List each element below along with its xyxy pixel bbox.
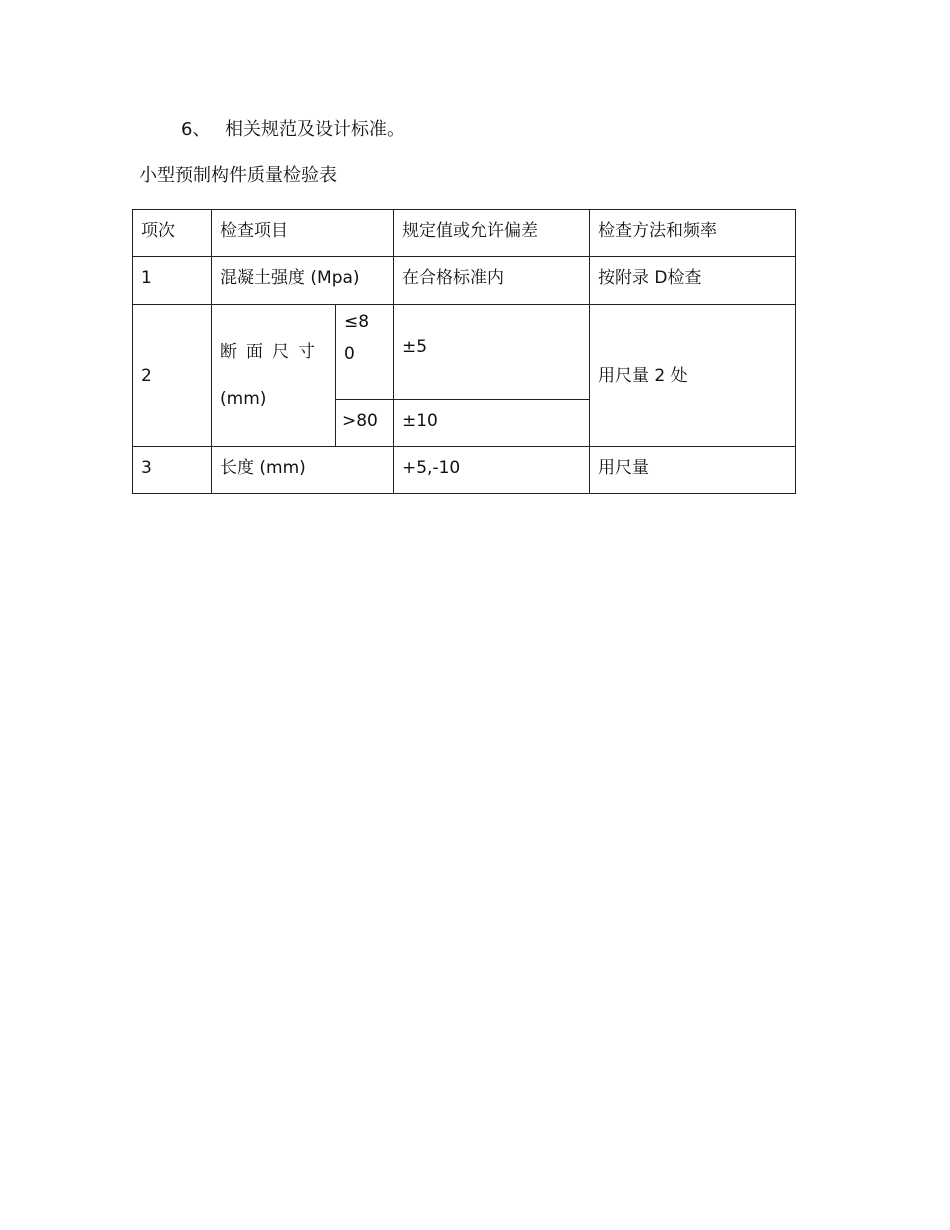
row3-index: 3 [133, 447, 212, 494]
row2-sub1-spec: ±5 [394, 305, 590, 400]
section-heading [181, 118, 405, 142]
row2-index: 2 [133, 305, 212, 447]
row1-index: 1 [133, 257, 212, 305]
row2-sub1-cond-line2: 0 [344, 344, 355, 364]
header-item: 检查项目 [212, 210, 394, 257]
table-header-row [133, 210, 796, 257]
row2-sub1-cond [336, 305, 394, 400]
table-row [133, 447, 796, 494]
header-index: 项次 [133, 210, 212, 257]
row2-sub2-cond: >80 [336, 400, 394, 447]
table-caption: 小型预制构件质量检验表 [139, 165, 337, 186]
table-row [133, 305, 796, 400]
row1-spec: 在合格标准内 [394, 257, 590, 305]
row2-sub1-cond-line1: ≤8 [344, 312, 370, 332]
section-title: 相关规范及设计标准。 [225, 119, 405, 140]
row1-item: 混凝土强度 (Mpa) [212, 257, 394, 305]
row2-item-line1: 断面尺寸 [220, 341, 324, 362]
row2-method: 用尺量 2 处 [590, 305, 796, 447]
row3-item: 长度 (mm) [212, 447, 394, 494]
row2-sub2-spec: ±10 [394, 400, 590, 447]
row2-item-line2: (mm) [220, 388, 267, 409]
header-spec: 规定值或允许偏差 [394, 210, 590, 257]
quality-inspection-table [132, 209, 796, 494]
row2-item [212, 305, 336, 447]
row3-method: 用尺量 [590, 447, 796, 494]
row3-spec: +5,-10 [394, 447, 590, 494]
table-row [133, 257, 796, 305]
row1-method: 按附录 D检查 [590, 257, 796, 305]
header-method: 检查方法和频率 [590, 210, 796, 257]
section-number: 6、 [181, 119, 211, 140]
